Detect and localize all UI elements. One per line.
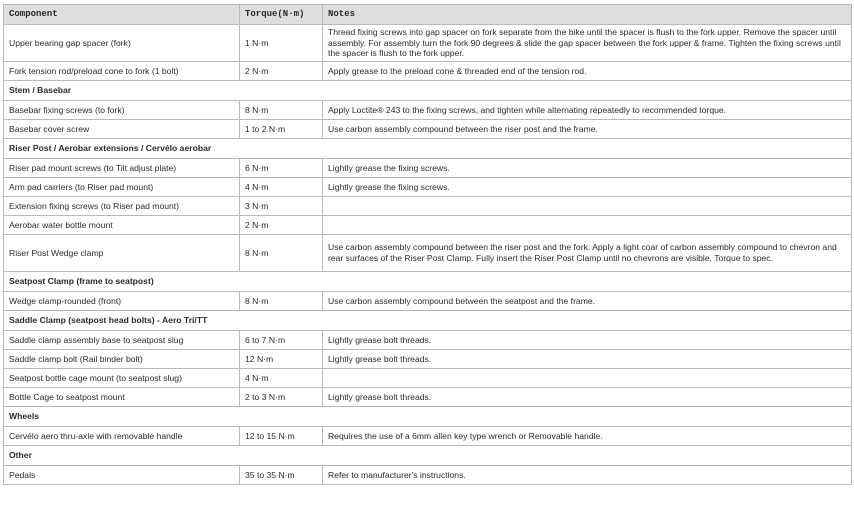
component-cell: Extension fixing screws (to Riser pad mount): [4, 197, 240, 216]
table-row: [4, 369, 852, 388]
component-cell: Wedge clamp-rounded (front): [4, 292, 240, 311]
table-row: [4, 197, 852, 216]
component-cell: Riser pad mount screws (to Tilt adjust plate): [4, 159, 240, 178]
notes-cell: Thread fixing screws into gap spacer on fork separate from the bike until the spacer is flush to the fork upper. Remove the spacer until assembly. For assembly turn the fork 90 degrees & slide the gap spacer between the fork upper & frame. Tighten the fixing screws until the spacer is flush to the fork upper.: [323, 25, 852, 62]
table-row: [4, 350, 852, 369]
table-row: [4, 292, 852, 311]
component-cell: Arm pad carriers (to Riser pad mount): [4, 178, 240, 197]
notes-cell: Lightly grease bolt threads.: [323, 350, 852, 369]
component-cell: Bottle Cage to seatpost mount: [4, 388, 240, 407]
notes-cell: Lightly grease bolt threads.: [323, 331, 852, 350]
table-row: [4, 388, 852, 407]
table-row: [4, 466, 852, 485]
torque-cell: 2 N·m: [240, 216, 323, 235]
notes-cell: [323, 216, 852, 235]
table-row: [4, 235, 852, 272]
table-header-row: [4, 5, 852, 25]
notes-cell: [323, 197, 852, 216]
torque-cell: 4 N·m: [240, 178, 323, 197]
component-cell: Cervélo aero thru-axle with removable handle: [4, 427, 240, 446]
notes-cell: Lightly grease the fixing screws.: [323, 159, 852, 178]
torque-cell: 8 N·m: [240, 292, 323, 311]
torque-cell: 1 to 2 N·m: [240, 120, 323, 139]
notes-cell: Use carbon assembly compound between the riser post and the frame.: [323, 120, 852, 139]
notes-cell: Refer to manufacturer's instructions.: [323, 466, 852, 485]
torque-cell: 6 to 7 N·m: [240, 331, 323, 350]
notes-cell: Apply Loctite® 243 to the fixing screws, and tighten while alternating repeatedly to recommended torque.: [323, 101, 852, 120]
notes-cell: Use carbon assembly compound between the riser post and the fork. Apply a light coar of carbon assembly compound to chevron and rear surfaces of the Riser Post Clamp. Fully insert the Riser Post Clamp until no chevrons are visible. Torque to spec.: [323, 235, 852, 272]
table-row: [4, 159, 852, 178]
torque-cell: 12 to 15 N·m: [240, 427, 323, 446]
table-row: [4, 25, 852, 62]
table-body: [4, 25, 852, 485]
notes-cell: Apply grease to the preload cone & threaded end of the tension rod.: [323, 62, 852, 81]
torque-cell: 3 N·m: [240, 197, 323, 216]
table-row: [4, 101, 852, 120]
component-cell: Seatpost bottle cage mount (to seatpost slug): [4, 369, 240, 388]
component-cell: Riser Post Wedge clamp: [4, 235, 240, 272]
torque-cell: 12 N·m: [240, 350, 323, 369]
component-cell: Upper bearing gap spacer (fork): [4, 25, 240, 62]
notes-cell: Lightly grease bolt threads.: [323, 388, 852, 407]
torque-cell: 6 N·m: [240, 159, 323, 178]
notes-cell: Requires the use of a 6mm allen key type wrench or Removable handle.: [323, 427, 852, 446]
torque-cell: 35 to 35 N·m: [240, 466, 323, 485]
table-row: [4, 331, 852, 350]
torque-cell: 8 N·m: [240, 101, 323, 120]
torque-cell: 8 N·m: [240, 235, 323, 272]
section-title: Wheels: [4, 407, 852, 427]
component-cell: Saddle clamp assembly base to seatpost slug: [4, 331, 240, 350]
section-row: [4, 311, 852, 331]
section-row: [4, 446, 852, 466]
header-notes: Notes: [323, 5, 852, 25]
table-row: [4, 427, 852, 446]
torque-cell: 4 N·m: [240, 369, 323, 388]
section-title: Seatpost Clamp (frame to seatpost): [4, 272, 852, 292]
torque-spec-table: [3, 4, 852, 485]
torque-cell: 2 to 3 N·m: [240, 388, 323, 407]
header-component: Component: [4, 5, 240, 25]
section-row: [4, 272, 852, 292]
component-cell: Pedals: [4, 466, 240, 485]
section-row: [4, 407, 852, 427]
section-title: Other: [4, 446, 852, 466]
section-title: Riser Post / Aerobar extensions / Cervélo aerobar: [4, 139, 852, 159]
component-cell: Fork tension rod/preload cone to fork (1 bolt): [4, 62, 240, 81]
section-title: Stem / Basebar: [4, 81, 852, 101]
component-cell: Aerobar water bottle mount: [4, 216, 240, 235]
table-row: [4, 178, 852, 197]
notes-cell: [323, 369, 852, 388]
table-row: [4, 216, 852, 235]
torque-cell: 1 N·m: [240, 25, 323, 62]
table-row: [4, 120, 852, 139]
section-title: Saddle Clamp (seatpost head bolts) - Aero Tri/TT: [4, 311, 852, 331]
component-cell: Basebar cover screw: [4, 120, 240, 139]
torque-cell: 2 N·m: [240, 62, 323, 81]
table-row: [4, 62, 852, 81]
component-cell: Saddle clamp bolt (Rail binder bolt): [4, 350, 240, 369]
component-cell: Basebar fixing screws (to fork): [4, 101, 240, 120]
header-torque: Torque(N·m): [240, 5, 323, 25]
section-row: [4, 139, 852, 159]
notes-cell: Use carbon assembly compound between the seatpost and the frame.: [323, 292, 852, 311]
section-row: [4, 81, 852, 101]
notes-cell: Lightly grease the fixing screws.: [323, 178, 852, 197]
